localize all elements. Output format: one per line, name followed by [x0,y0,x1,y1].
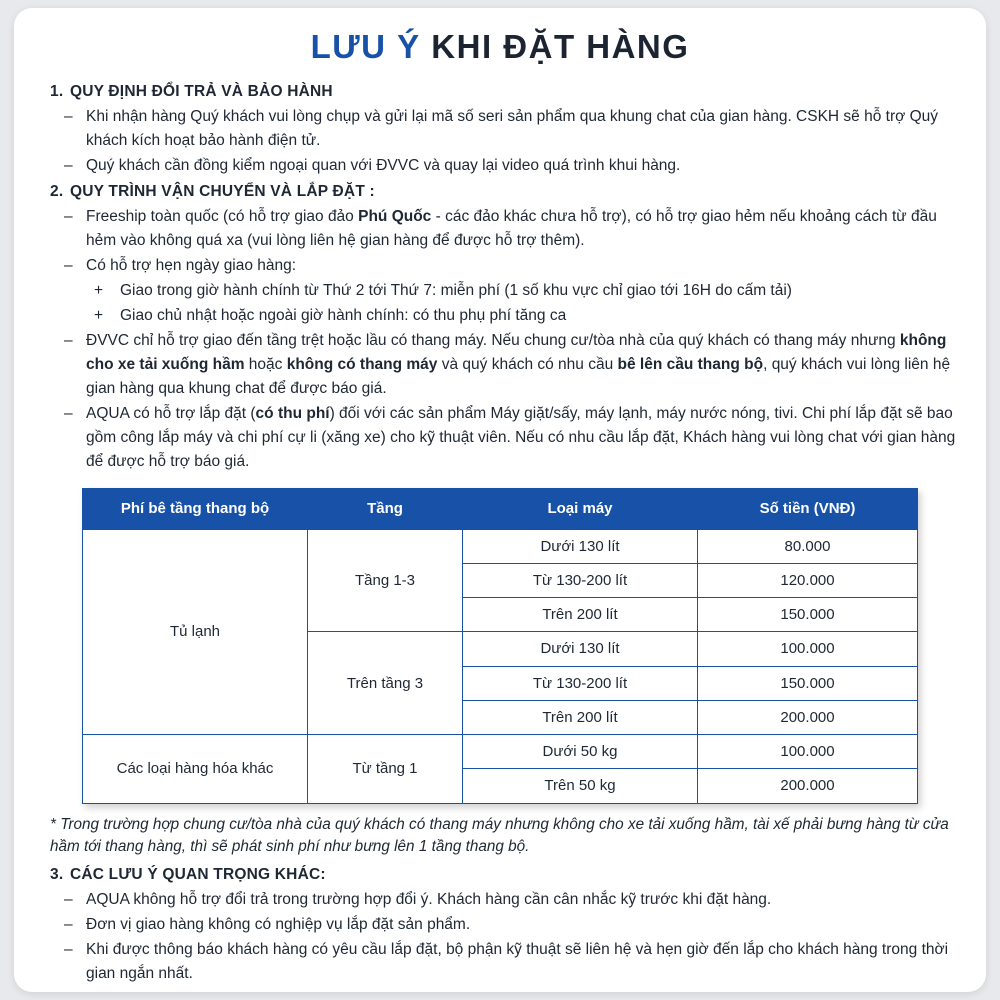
table-cell-type: Từ 130-200 lít [463,563,698,597]
floor-bold-2: không có thang máy [286,356,438,374]
list-item-text [86,329,966,401]
table-cell-amount: 100.000 [698,735,918,769]
list-item [34,938,966,986]
dash-marker: – [64,157,73,175]
table-cell-amount: 150.000 [698,666,918,700]
table-header-cell: Phí bê tầng thang bộ [83,489,308,529]
sub-list-item-text: Giao chủ nhật hoặc ngoài giờ hành chính: có thu phụ phí tăng ca [120,307,567,325]
footnote: * Trong trường hợp chung cư/tòa nhà của quý khách có thang máy nhưng không cho xe tải xuống hầm, tài xế phải bưng hàng từ cửa hầm tới thang hàng, thì sẽ phát sinh phí như bưng lên 1 tầng thang bộ. [50,815,949,856]
list-item-text: Khi được thông báo khách hàng có yêu cầu lắp đặt, bộ phận kỹ thuật sẽ liên hệ và hẹn giờ đến lắp cho khách hàng trong thời gian ngắn nhất. [86,941,949,983]
table-cell-amount: 120.000 [698,563,918,597]
install-text-1: AQUA có hỗ trợ lắp đặt ( [86,405,256,423]
dash-marker: – [64,891,73,909]
table-header-cell: Tầng [308,489,463,529]
table-cell-type: Dưới 50 kg [463,735,698,769]
dash-marker: – [64,108,73,126]
sub-list-item [34,304,966,328]
freeship-post: - các đảo khác chưa hỗ trợ), có hỗ trợ giao hẻm nếu khoảng cách từ đầu hẻm vào không quá xa (vui lòng liên hệ gian hàng để được hỗ trợ thêm). [86,208,937,250]
dash-marker: – [64,941,73,959]
floor-text-4: , quý khách vui lòng liên hệ gian hàng qua khung chat để được báo giá. [86,356,951,398]
table-cell-floor: Từ tầng 1 [308,735,463,804]
list-item-text: Khi nhận hàng Quý khách vui lòng chụp và gửi lại mã số seri sản phẩm qua khung chat của gian hàng. CSKH sẽ hỗ trợ Quý khách kích hoạt bảo hành điện tử. [86,108,939,150]
floor-text-3: và quý khách có nhu cầu [437,356,618,374]
dash-marker: – [64,916,73,934]
table-header-cell: Loại máy [463,489,698,529]
list-item-text [86,205,966,253]
table-cell-amount: 80.000 [698,529,918,563]
list-item [34,205,966,253]
table-cell-type: Dưới 130 lít [463,529,698,563]
page-title-rest: KHI ĐẶT HÀNG [420,28,690,65]
table-row [83,735,918,769]
list-item [34,913,966,937]
table-cell-type: Trên 200 lít [463,700,698,734]
dash-marker: – [64,405,73,423]
section-heading-1 [34,80,966,104]
list-item-text: Có hỗ trợ hẹn ngày giao hàng: [86,257,297,275]
table-cell-type: Trên 50 kg [463,769,698,803]
list-item-text: Quý khách cần đồng kiểm ngoại quan với ĐVVC và quay lại video quá trình khui hàng. [86,157,681,175]
page-title-accent: LƯU Ý [310,28,421,65]
notice-page [14,8,986,992]
install-bold-1: có thu phí [255,405,330,423]
list-item [34,329,966,401]
section-number-2: 2. [50,183,64,201]
sub-list-item [34,279,966,303]
section-title-1: QUY ĐỊNH ĐỔI TRẢ VÀ BẢO HÀNH [70,83,333,100]
section-heading-3 [34,863,966,887]
dash-marker: – [64,332,73,350]
section-heading-2 [34,180,966,204]
install-text-2: ) đối với các sản phẩm Máy giặt/sấy, máy lạnh, máy nước nóng, tivi. Chi phí lắp đặt sẽ bao gồm công lắp máy và chi phí cự li (xăng xe) cho kỹ thuật viên. Nếu có nhu cầu lắp đặt, Khách hàng vui lòng chat với gian hàng để được hỗ trợ báo giá. [86,405,956,471]
table-row [83,529,918,563]
list-item [34,105,966,153]
table-cell-amount: 150.000 [698,598,918,632]
dash-marker: – [64,257,73,275]
dash-marker: – [64,208,73,226]
section-number-3: 3. [50,866,64,884]
section-title-2: QUY TRÌNH VẬN CHUYỂN VÀ LẮP ĐẶT : [70,183,375,201]
list-item [34,154,966,178]
table-header-row [83,489,918,529]
table-cell-category: Các loại hàng hóa khác [83,735,308,804]
table-cell-type: Từ 130-200 lít [463,666,698,700]
table-header-cell: Số tiền (VNĐ) [698,489,918,529]
list-item-text: Đơn vị giao hàng không có nghiệp vụ lắp đặt sản phẩm. [86,916,471,934]
list-item [34,402,966,474]
freeship-pre: Freeship toàn quốc (có hỗ trợ giao đảo [86,208,359,226]
table-cell-floor: Trên tầng 3 [308,632,463,735]
section-title-3: CÁC LƯU Ý QUAN TRỌNG KHÁC: [70,866,326,884]
table-cell-amount: 200.000 [698,769,918,803]
table-cell-amount: 100.000 [698,632,918,666]
fee-table [82,488,918,803]
freeship-location: Phú Quốc [358,208,432,226]
table-cell-amount: 200.000 [698,700,918,734]
floor-bold-1: không cho xe tải xuống hầm [86,332,947,374]
sub-list-item-text: Giao trong giờ hành chính từ Thứ 2 tới Thứ 7: miễn phí (1 số khu vực chỉ giao tới 16H do cấm tải) [120,282,792,300]
table-cell-type: Trên 200 lít [463,598,698,632]
floor-text-1: ĐVVC chỉ hỗ trợ giao đến tầng trệt hoặc lầu có thang máy. Nếu chung cư/tòa nhà của quý khách có thang máy nhưng [86,332,900,350]
list-item-text: AQUA không hỗ trợ đổi trả trong trường hợp đổi ý. Khách hàng cần cân nhắc kỹ trước khi đặt hàng. [86,891,772,909]
list-item [34,888,966,912]
list-item [34,254,966,278]
table-cell-type: Dưới 130 lít [463,632,698,666]
list-item-text [86,402,966,474]
table-cell-floor: Tầng 1-3 [308,529,463,632]
notice-content [34,80,966,986]
fee-table-wrapper [34,488,966,803]
floor-bold-3: bê lên cầu thang bộ [617,356,764,374]
page-title [34,28,966,66]
table-cell-category: Tủ lạnh [83,529,308,735]
plus-marker: + [94,307,104,325]
plus-marker: + [94,282,104,300]
floor-text-2: hoặc [244,356,287,374]
section-number-1: 1. [50,83,64,100]
